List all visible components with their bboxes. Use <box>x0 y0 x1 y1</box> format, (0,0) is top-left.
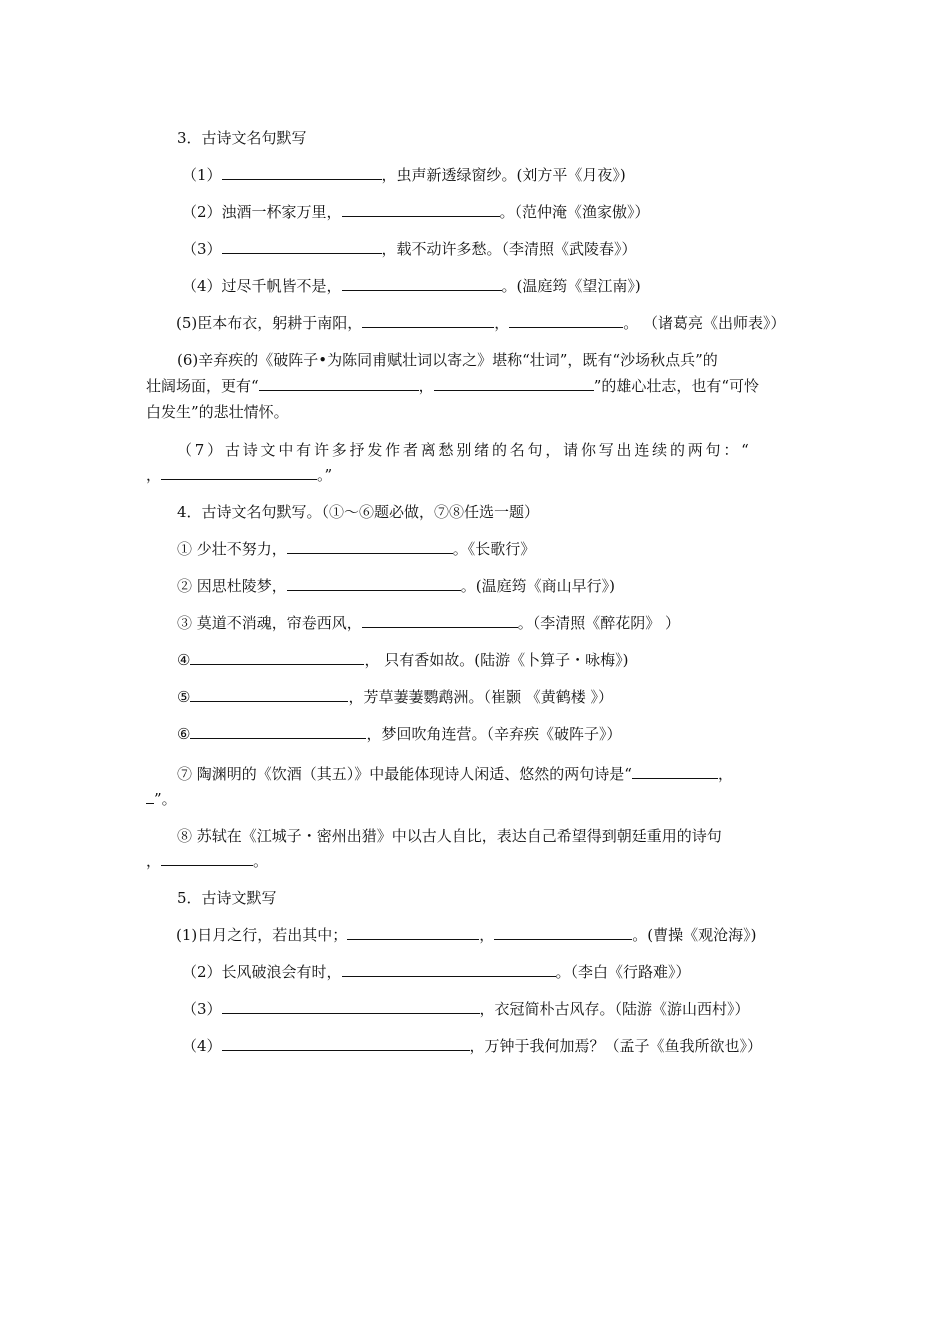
answer-blank[interactable] <box>362 313 494 328</box>
item-prefix: ② 因思杜陵梦， <box>177 577 287 595</box>
item-prefix: ⑥ <box>177 725 191 743</box>
q4-item-3 <box>177 613 680 633</box>
q4-item-1 <box>177 539 535 559</box>
q5-item-2 <box>182 962 691 982</box>
q3-item-4 <box>182 276 641 296</box>
answer-blank[interactable] <box>362 613 518 628</box>
q4-item-8-line-1: ⑧ 苏轼在《江城子・密州出猎》中以古人自比，表达自己希望得到朝廷重用的诗句 <box>177 827 722 845</box>
item-prefix: (5)臣本布衣，躬耕于南阳， <box>176 314 363 332</box>
item-prefix: （2）浊酒一杯家万里， <box>182 203 342 221</box>
q3-item-7-line-1: （7）古诗文中有许多抒发作者离愁别绪的名句，请你写出连续的两句：“ <box>177 441 752 459</box>
answer-blank[interactable] <box>190 724 366 739</box>
q3-item-7-line-2 <box>146 465 332 485</box>
item-prefix: （1） <box>182 166 222 184</box>
item-text: ，虫声新透绿窗纱。(刘方平《月夜》) <box>381 166 626 184</box>
answer-blank[interactable] <box>161 851 253 866</box>
answer-blank[interactable] <box>509 313 623 328</box>
q4-item-4 <box>177 650 628 670</box>
answer-blank[interactable] <box>342 962 556 977</box>
answer-blank[interactable] <box>146 789 154 804</box>
item-text: ， <box>479 926 495 944</box>
q4-item-2 <box>177 576 615 596</box>
answer-blank[interactable] <box>632 764 718 779</box>
answer-blank[interactable] <box>287 576 461 591</box>
item-text: ， <box>146 852 162 870</box>
item-prefix: ④ <box>177 651 191 669</box>
answer-blank[interactable] <box>434 376 594 391</box>
item-text: 。(温庭筠《望江南》) <box>501 277 641 295</box>
item-text: ，载不动许多愁。（李清照《武陵春》） <box>381 240 637 258</box>
item-text: 。（李清照《醉花阴》 ） <box>517 614 681 632</box>
item-text: ”的雄心壮志，也有“可怜 <box>593 377 760 395</box>
q4-item-6 <box>177 724 621 744</box>
item-prefix: （2）长风破浪会有时， <box>182 963 342 981</box>
item-text: ，衣冠简朴古风存。（陆游《游山西村》） <box>479 1000 750 1018</box>
q3-item-5 <box>176 313 786 333</box>
item-prefix: （3） <box>182 240 222 258</box>
item-prefix: （3） <box>182 1000 222 1018</box>
answer-blank[interactable] <box>494 925 632 940</box>
q5-item-1 <box>176 925 756 945</box>
item-prefix: （4） <box>182 1037 222 1055</box>
item-text: ，万钟于我何加焉？（孟子《鱼我所欲也》） <box>469 1037 763 1055</box>
answer-blank[interactable] <box>190 650 364 665</box>
q3-item-6-line-1: (6)辛弃疾的《破阵子•为陈同甫赋壮词以寄之》堪称“壮词”，既有“沙场秋点兵”的 <box>177 351 718 369</box>
item-text: ”。 <box>154 790 177 808</box>
item-text: ， <box>717 765 733 783</box>
q3-item-6-line-3: 白发生”的悲壮情怀。 <box>146 403 289 421</box>
item-text: ， <box>418 377 434 395</box>
item-text: ， <box>494 314 510 332</box>
q4-item-5 <box>177 687 613 707</box>
q4-item-7-line-1 <box>177 764 733 784</box>
q3-heading: 3．古诗文名句默写 <box>177 129 307 147</box>
item-text: 。” <box>317 466 333 484</box>
item-prefix: ⑤ <box>177 688 191 706</box>
q4-heading: 4．古诗文名句默写。（①～⑥题必做，⑦⑧任选一题） <box>177 503 540 521</box>
answer-blank[interactable] <box>287 539 453 554</box>
item-prefix: ① 少壮不努力， <box>177 540 287 558</box>
item-prefix: ③ 莫道不消魂，帘卷西风， <box>177 614 362 632</box>
item-text: 。(温庭筠《商山早行》) <box>460 577 615 595</box>
item-text: 壮阔场面，更有“ <box>146 377 259 395</box>
item-prefix: (1)日月之行，若出其中； <box>176 926 348 944</box>
q4-item-8-line-2 <box>146 851 268 871</box>
answer-blank[interactable] <box>259 376 419 391</box>
q3-item-6-line-2 <box>146 376 759 396</box>
answer-blank[interactable] <box>222 999 480 1014</box>
item-text: ， <box>146 466 162 484</box>
item-text: 。(曹操《观沧海》) <box>632 926 757 944</box>
item-text: ， 只有香如故。(陆游《卜算子・咏梅》) <box>364 651 629 669</box>
q5-heading: 5．古诗文默写 <box>177 889 277 907</box>
q3-item-3 <box>182 239 637 259</box>
item-text: ，梦回吹角连营。（辛弃疾《破阵子》） <box>366 725 622 743</box>
answer-blank[interactable] <box>347 925 479 940</box>
answer-blank[interactable] <box>161 465 317 480</box>
item-text: 。《长歌行》 <box>452 540 536 558</box>
q3-item-1 <box>182 165 626 185</box>
item-text: 。 （诸葛亮《出师表》） <box>623 314 786 332</box>
q4-item-7-line-2 <box>146 789 177 809</box>
q3-item-2 <box>182 202 650 222</box>
item-text: ，芳草萋萋鹦鹉洲。（崔颢 《黄鹤楼 》） <box>348 688 613 706</box>
item-text: 。 <box>253 852 269 870</box>
answer-blank[interactable] <box>342 202 500 217</box>
answer-blank[interactable] <box>342 276 502 291</box>
item-text: 。（李白《行路难》） <box>555 963 691 981</box>
item-text: 。（范仲淹《渔家傲》） <box>499 203 650 221</box>
q5-item-4 <box>182 1036 762 1056</box>
answer-blank[interactable] <box>222 165 382 180</box>
answer-blank[interactable] <box>222 1036 470 1051</box>
q5-item-3 <box>182 999 750 1019</box>
answer-blank[interactable] <box>222 239 382 254</box>
answer-blank[interactable] <box>190 687 348 702</box>
item-text: ⑦ 陶渊明的《饮酒（其五）》中最能体现诗人闲适、悠然的两句诗是“ <box>177 765 632 783</box>
item-prefix: （4）过尽千帆皆不是， <box>182 277 342 295</box>
